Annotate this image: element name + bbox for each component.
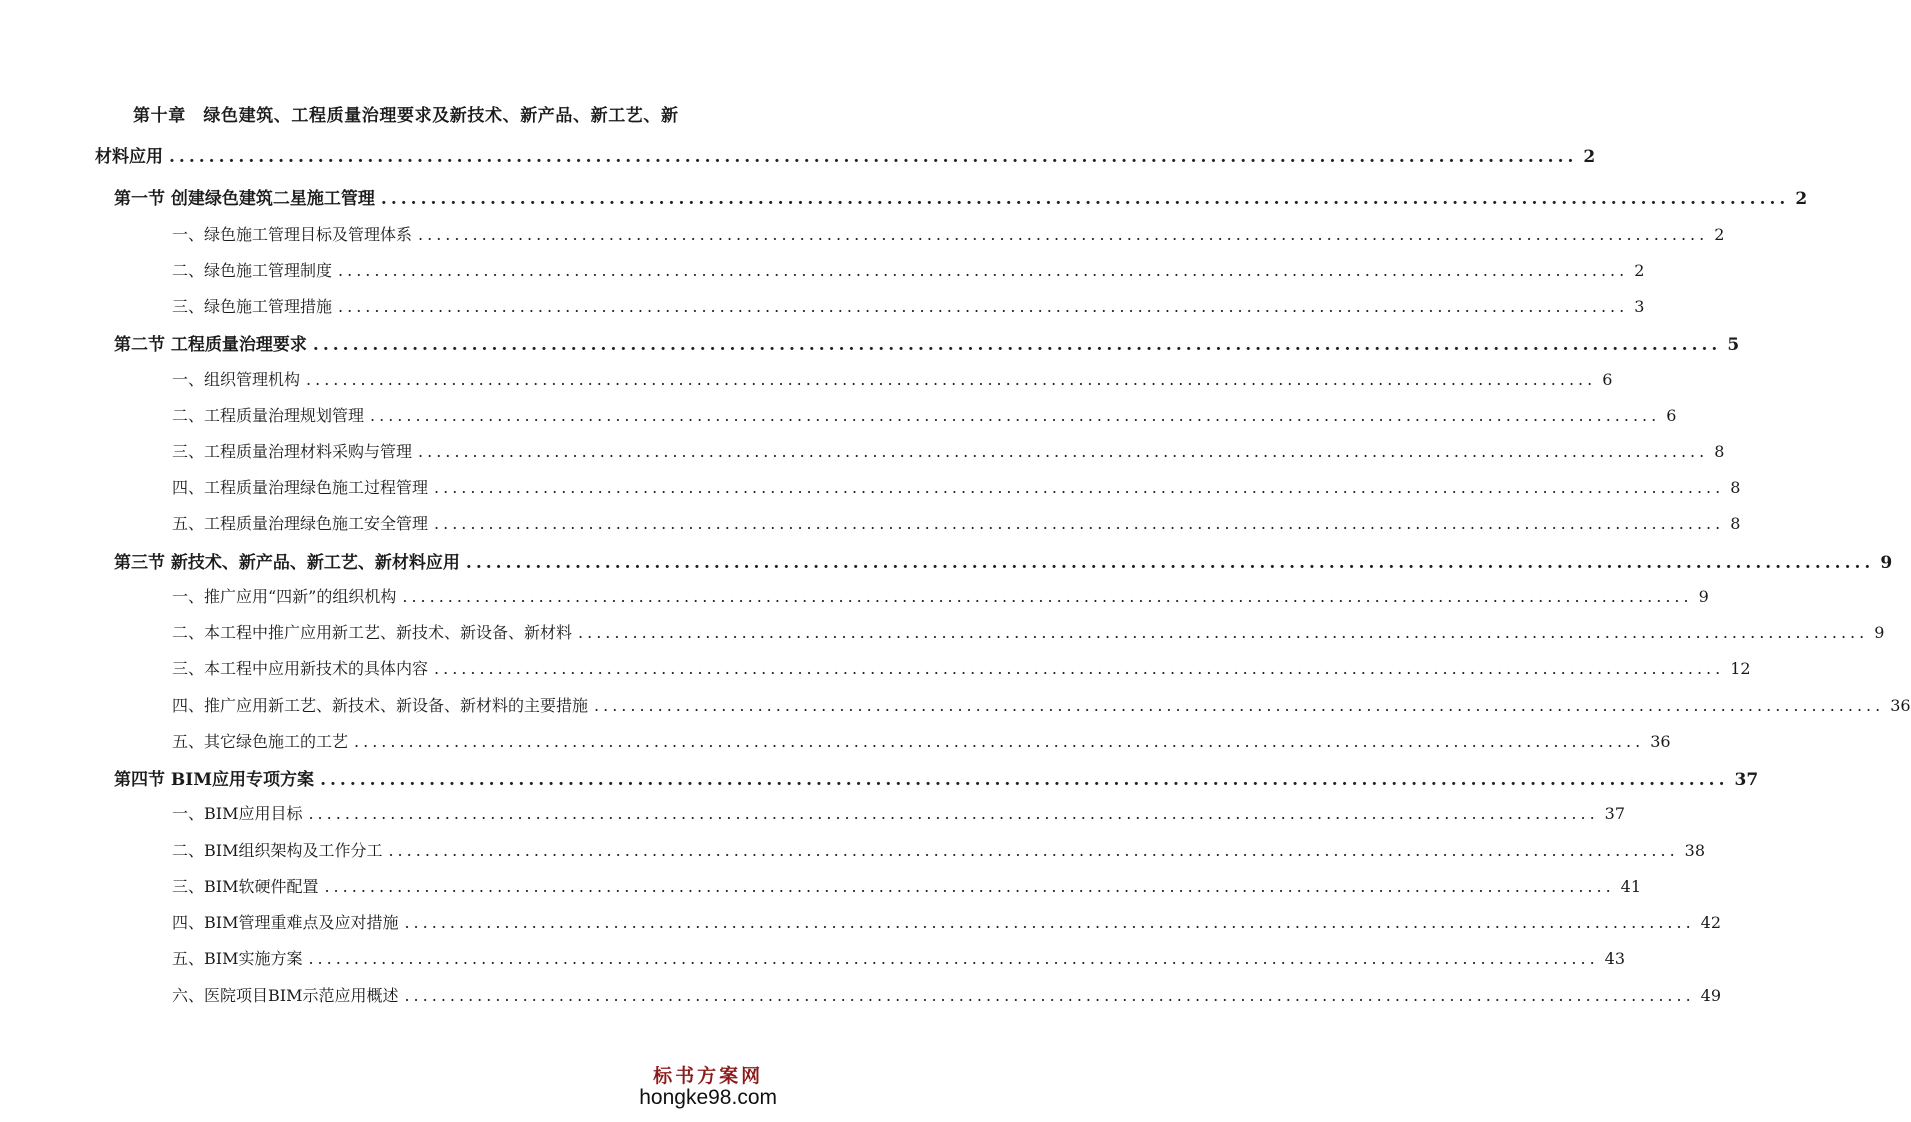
- item-title: 一、组织管理机构: [172, 370, 301, 389]
- section-title: 第四节 BIM应用专项方案: [114, 770, 315, 790]
- leader-dots: ..............................................................................................................................................: [434, 478, 1725, 497]
- page-number: 2: [1583, 147, 1596, 167]
- item-title: 二、BIM组织架构及工作分工: [172, 841, 383, 860]
- toc-item-entry[interactable]: [172, 511, 1741, 534]
- leader-dots: ..............................................................................................................................................: [434, 659, 1725, 678]
- item-title: 三、本工程中应用新技术的具体内容: [172, 659, 429, 678]
- leader-dots: ..............................................................................................................................................: [370, 406, 1661, 425]
- leader-dots: ..............................................................................................................................................: [338, 297, 1629, 316]
- page-number: 9: [1874, 623, 1885, 642]
- page-number: 43: [1604, 949, 1626, 968]
- page-number: 41: [1620, 877, 1642, 896]
- leader-dots: ..............................................................................................................................................: [465, 553, 1875, 573]
- toc-item-entry[interactable]: [172, 983, 1722, 1006]
- page-number: 2: [1714, 225, 1725, 244]
- page-number: 8: [1730, 514, 1741, 533]
- item-title: 二、本工程中推广应用新工艺、新技术、新设备、新材料: [172, 623, 573, 642]
- leader-dots: ..............................................................................................................................................: [404, 986, 1695, 1005]
- leader-dots: ..............................................................................................................................................: [404, 913, 1695, 932]
- toc-item-entry[interactable]: [172, 367, 1613, 390]
- leader-dots: ..............................................................................................................................................: [338, 261, 1629, 280]
- leader-dots: ..............................................................................................................................................: [380, 189, 1790, 209]
- page-number: 5: [1727, 335, 1740, 355]
- toc-item-entry[interactable]: [172, 258, 1645, 281]
- item-title: 四、推广应用新工艺、新技术、新设备、新材料的主要措施: [172, 696, 589, 715]
- toc-item-entry[interactable]: [172, 693, 1911, 716]
- toc-item-entry[interactable]: [172, 838, 1706, 861]
- toc-item-entry[interactable]: [172, 946, 1626, 969]
- page-number: 8: [1730, 478, 1741, 497]
- item-title: 三、工程质量治理材料采购与管理: [172, 442, 413, 461]
- leader-dots: ..............................................................................................................................................: [308, 949, 1599, 968]
- leader-dots: ..............................................................................................................................................: [388, 841, 1679, 860]
- leader-dots: ..............................................................................................................................................: [312, 335, 1722, 355]
- chapter-title-line2: 材料应用: [95, 147, 163, 167]
- leader-dots: ..............................................................................................................................................: [418, 442, 1709, 461]
- page-number: 9: [1880, 553, 1893, 573]
- toc-item-entry[interactable]: [172, 656, 1751, 679]
- leader-dots: ..............................................................................................................................................: [578, 623, 1869, 642]
- page-number: 2: [1634, 261, 1645, 280]
- page-number: 38: [1684, 841, 1706, 860]
- leader-dots: ..............................................................................................................................................: [594, 696, 1885, 715]
- page-number: 36: [1650, 732, 1671, 751]
- section-title: 第三节 新技术、新产品、新工艺、新材料应用: [114, 553, 460, 573]
- leader-dots: ..............................................................................................................................................: [308, 804, 1599, 823]
- page-number: 6: [1666, 406, 1677, 425]
- item-title: 三、绿色施工管理措施: [172, 297, 333, 316]
- page-number: 37: [1734, 770, 1759, 790]
- toc-item-entry[interactable]: [172, 584, 1709, 607]
- page-number: 2: [1795, 189, 1808, 209]
- item-title: 二、绿色施工管理制度: [172, 261, 333, 280]
- leader-dots: ..............................................................................................................................................: [320, 770, 1729, 790]
- item-title: 一、推广应用“四新”的组织机构: [172, 587, 397, 606]
- toc-item-entry[interactable]: [172, 874, 1642, 897]
- item-title: 四、BIM管理重难点及应对措施: [172, 913, 399, 932]
- item-title: 三、BIM软硬件配置: [172, 877, 319, 896]
- leader-dots: ..............................................................................................................................................: [434, 514, 1725, 533]
- item-title: 一、绿色施工管理目标及管理体系: [172, 225, 413, 244]
- watermark: [639, 1061, 777, 1110]
- leader-dots: ..............................................................................................................................................: [169, 147, 1578, 167]
- toc-item-entry[interactable]: [172, 620, 1885, 643]
- toc-section-entry[interactable]: [114, 184, 1808, 209]
- item-title: 五、工程质量治理绿色施工安全管理: [172, 514, 429, 533]
- item-title: 四、工程质量治理绿色施工过程管理: [172, 478, 429, 497]
- page-number: 3: [1634, 297, 1645, 316]
- page-number: 49: [1700, 986, 1722, 1005]
- toc-section-entry[interactable]: [114, 330, 1740, 355]
- leader-dots: ..............................................................................................................................................: [354, 732, 1645, 751]
- watermark-site-name: 标书方案网: [653, 1066, 764, 1087]
- item-title: 五、BIM实施方案: [172, 949, 303, 968]
- toc-item-entry[interactable]: [172, 403, 1677, 426]
- page-number: 42: [1700, 913, 1722, 932]
- toc-item-entry[interactable]: [172, 222, 1725, 245]
- section-title: 第二节 工程质量治理要求: [114, 335, 307, 355]
- toc-section-entry[interactable]: [114, 765, 1759, 790]
- page-number: 37: [1604, 804, 1626, 823]
- toc-item-entry[interactable]: [172, 729, 1671, 752]
- page-number: 36: [1890, 696, 1911, 715]
- item-title: 五、其它绿色施工的工艺: [172, 732, 349, 751]
- leader-dots: ..............................................................................................................................................: [402, 587, 1693, 606]
- leader-dots: ..............................................................................................................................................: [306, 370, 1597, 389]
- page-number: 12: [1730, 659, 1751, 678]
- watermark-url: hongke98.com: [639, 1086, 777, 1109]
- leader-dots: ..............................................................................................................................................: [324, 877, 1615, 896]
- toc-section-entry[interactable]: [114, 548, 1893, 573]
- section-title: 第一节 创建绿色建筑二星施工管理: [114, 189, 375, 209]
- toc-item-entry[interactable]: [172, 294, 1645, 317]
- page-number: 9: [1698, 587, 1709, 606]
- toc-item-entry[interactable]: [172, 439, 1725, 462]
- item-title: 二、工程质量治理规划管理: [172, 406, 365, 425]
- toc-chapter-entry[interactable]: [95, 142, 1596, 167]
- leader-dots: ..............................................................................................................................................: [418, 225, 1709, 244]
- page-number: 6: [1602, 370, 1613, 389]
- item-title: 六、医院项目BIM示范应用概述: [172, 986, 399, 1005]
- chapter-title-line1: 第十章 绿色建筑、工程质量治理要求及新技术、新产品、新工艺、新: [133, 106, 679, 126]
- page-number: 8: [1714, 442, 1725, 461]
- toc-item-entry[interactable]: [172, 910, 1722, 933]
- toc-item-entry[interactable]: [172, 801, 1626, 824]
- item-title: 一、BIM应用目标: [172, 804, 303, 823]
- toc-item-entry[interactable]: [172, 475, 1741, 498]
